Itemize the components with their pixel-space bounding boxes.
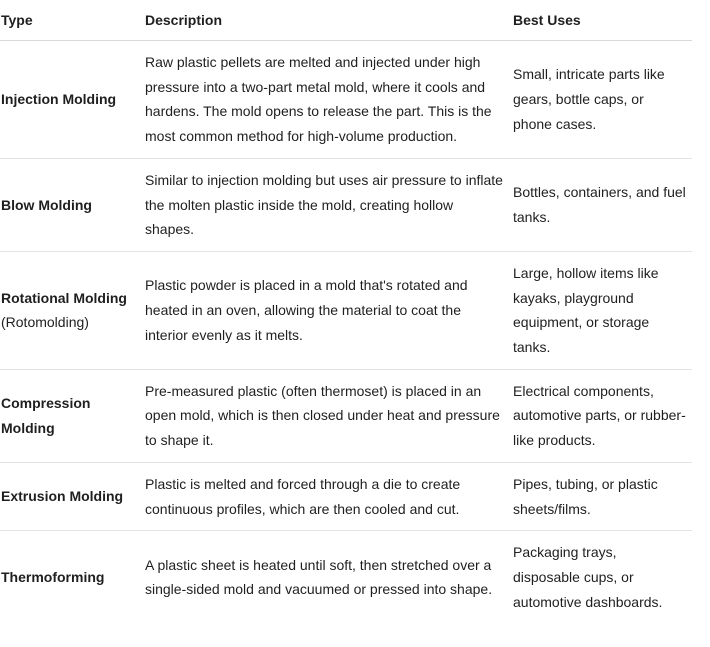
type-label: Injection Molding xyxy=(1,91,117,108)
cell-best-uses: Pipes, tubing, or plastic sheets/films. xyxy=(512,462,692,530)
cell-description: Raw plastic pellets are melted and injected under high pressure into a two-part metal mold, where it cools and hardens. The mold opens to release the part. This is the most common method for high-volume production. xyxy=(144,41,512,159)
cell-best-uses: Large, hollow items like kayaks, playground equipment, or storage tanks. xyxy=(512,251,692,369)
type-label: Thermoforming xyxy=(1,568,105,585)
cell-description: Pre-measured plastic (often thermoset) is placed in an open mold, which is then closed under heat and pressure to shape it. xyxy=(144,369,512,462)
table-body xyxy=(0,41,692,624)
cell-type xyxy=(0,531,144,624)
cell-best-uses: Electrical components, automotive parts, or rubber-like products. xyxy=(512,369,692,462)
table-row xyxy=(0,369,692,462)
cell-type xyxy=(0,369,144,462)
cell-type xyxy=(0,462,144,530)
table-row xyxy=(0,251,692,369)
type-sublabel: (Rotomolding) xyxy=(1,314,89,331)
cell-description: Similar to injection molding but uses air pressure to inflate the molten plastic inside the mold, creating hollow shapes. xyxy=(144,158,512,251)
type-label: Extrusion Molding xyxy=(1,488,124,505)
cell-description: Plastic is melted and forced through a die to create continuous profiles, which are then cooled and cut. xyxy=(144,462,512,530)
table-row xyxy=(0,462,692,530)
header-description: Description xyxy=(144,0,512,41)
cell-description: Plastic powder is placed in a mold that's rotated and heated in an oven, allowing the material to coat the interior evenly as it melts. xyxy=(144,251,512,369)
table-header-row xyxy=(0,0,692,41)
cell-description: A plastic sheet is heated until soft, then stretched over a single-sided mold and vacuumed or pressed into shape. xyxy=(145,556,493,598)
cell-best-uses: Small, intricate parts like gears, bottle caps, or phone cases. xyxy=(512,41,692,159)
type-label: Compression Molding xyxy=(1,395,91,436)
type-label: Rotational Molding xyxy=(1,289,127,306)
type-label: Blow Molding xyxy=(1,196,92,213)
cell-best-uses: Bottles, containers, and fuel tanks. xyxy=(512,158,692,251)
table-row xyxy=(0,158,692,251)
cell-type xyxy=(0,251,144,369)
header-type: Type xyxy=(0,0,144,41)
cell-best-uses: Packaging trays, disposable cups, or automotive dashboards. xyxy=(513,544,663,610)
table-row xyxy=(0,531,692,624)
cell-type xyxy=(0,158,144,251)
table-row xyxy=(0,41,692,159)
cell-type xyxy=(0,41,144,159)
header-best-uses: Best Uses xyxy=(512,0,692,41)
